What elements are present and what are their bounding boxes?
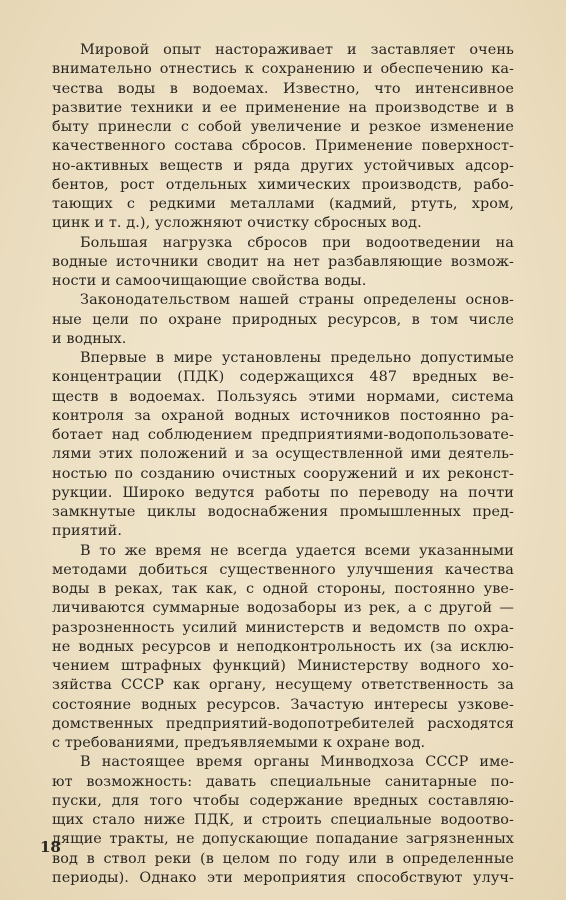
text-line: чества воды в водоемах. Известно, что интенсивное <box>52 80 514 97</box>
text-line: тающих с редкими металлами (кадмий, ртуть, хром, <box>52 196 514 212</box>
text-line: личиваются суммарные водозаборы из рек, а с другой — <box>52 600 514 617</box>
text-line: ют возможность: давать специальные санитарные по- <box>52 773 514 790</box>
text-line: периоды). Однако эти мероприятия способствуют улуч- <box>52 869 514 886</box>
paragraph <box>52 234 514 292</box>
text-line: внимательно отнестись к сохранению и обеспечению ка- <box>52 61 514 78</box>
text-line: зяйства СССР как органу, несущему ответственность за <box>52 677 514 694</box>
text-line: пуски, для того чтобы содержание вредных составляю- <box>52 792 514 809</box>
paragraph <box>52 542 514 754</box>
text-line: дящие тракты, не допускающие попадание загрязненных <box>52 831 514 848</box>
text-line: замкнутые циклы водоснабжения промышленных пред- <box>52 504 514 520</box>
paragraph <box>52 349 514 542</box>
text-line: вод в ствол реки (в целом по году или в определенные <box>52 850 514 867</box>
text-line: Мировой опыт настораживает и заставляет очень <box>80 42 514 58</box>
text-line: с требованиями, предъявляемыми к охране вод. <box>52 735 426 751</box>
text-line: воды в реках, так как, с одной стороны, постоянно уве- <box>52 581 514 597</box>
text-line: Законодательством нашей страны определены основ- <box>80 292 514 309</box>
text-line: ные цели по охране природных ресурсов, в том числе <box>52 311 514 328</box>
text-line: ностью по созданию очистных сооружений и их реконст- <box>52 465 514 482</box>
text-line: Впервые в мире установлены предельно допустимые <box>80 350 514 366</box>
paragraph <box>52 41 514 234</box>
text-line: и водных. <box>52 330 127 347</box>
text-line: состояние водных ресурсов. Зачастую интересы узкове- <box>52 696 514 713</box>
text-line: концентрации (ПДК) содержащихся 487 вредных ве- <box>52 369 514 386</box>
text-line: чением штрафных функций) Министерству водного хо- <box>52 658 514 674</box>
text-line: ществ в водоемах. Пользуясь этими нормами, система <box>52 388 514 405</box>
text-line: цинк и т. д.), усложняют очистку сбросных вод. <box>52 215 422 232</box>
text-line: Большая нагрузка сбросов при водоотведении на <box>80 234 514 251</box>
text-line: не водных ресурсов и неподконтрольность их (за исклю- <box>52 638 514 655</box>
paragraph <box>52 291 514 349</box>
text-line: бентов, рост отдельных химических производств, рабо- <box>52 176 514 193</box>
text-line: лями этих положений и за осуществленной ими деятель- <box>52 446 514 463</box>
paragraph <box>52 753 514 888</box>
text-line: методами добиться существенного улучшения качества <box>52 561 514 578</box>
text-line: ности и самоочищающие свойства воды. <box>52 273 367 289</box>
text-line: но-активных веществ и ряда других устойчивых адсор- <box>52 157 514 174</box>
text-line: быту принесли с собой увеличение и резкое изменение <box>52 119 514 135</box>
page-number: 18 <box>40 838 61 856</box>
text-line: развитие техники и ее применение на производстве и в <box>52 99 514 116</box>
text-line: В настоящее время органы Минводхоза СССР име- <box>80 754 514 771</box>
text-line: разрозненность усилий министерств и ведомств по охра- <box>52 619 514 636</box>
text-line: В то же время не всегда удается всеми указанными <box>80 542 514 559</box>
body-text <box>52 41 514 888</box>
text-line: домственных предприятий-водопотребителей расходятся <box>52 715 514 732</box>
text-line: качественного состава сбросов. Применение поверхност- <box>52 138 514 155</box>
text-line: контроля за охраной водных источников постоянно ра- <box>52 407 514 424</box>
text-line: приятий. <box>52 523 122 540</box>
text-line: ботает над соблюдением предприятиями-водопользовате- <box>52 427 514 443</box>
text-line: щих стало ниже ПДК, и строить специальные водоотво- <box>52 812 514 828</box>
text-line: водные источники сводит на нет разбавляющие возмож- <box>52 253 514 270</box>
text-line: рукции. Широко ведутся работы по переводу на почти <box>52 484 514 501</box>
